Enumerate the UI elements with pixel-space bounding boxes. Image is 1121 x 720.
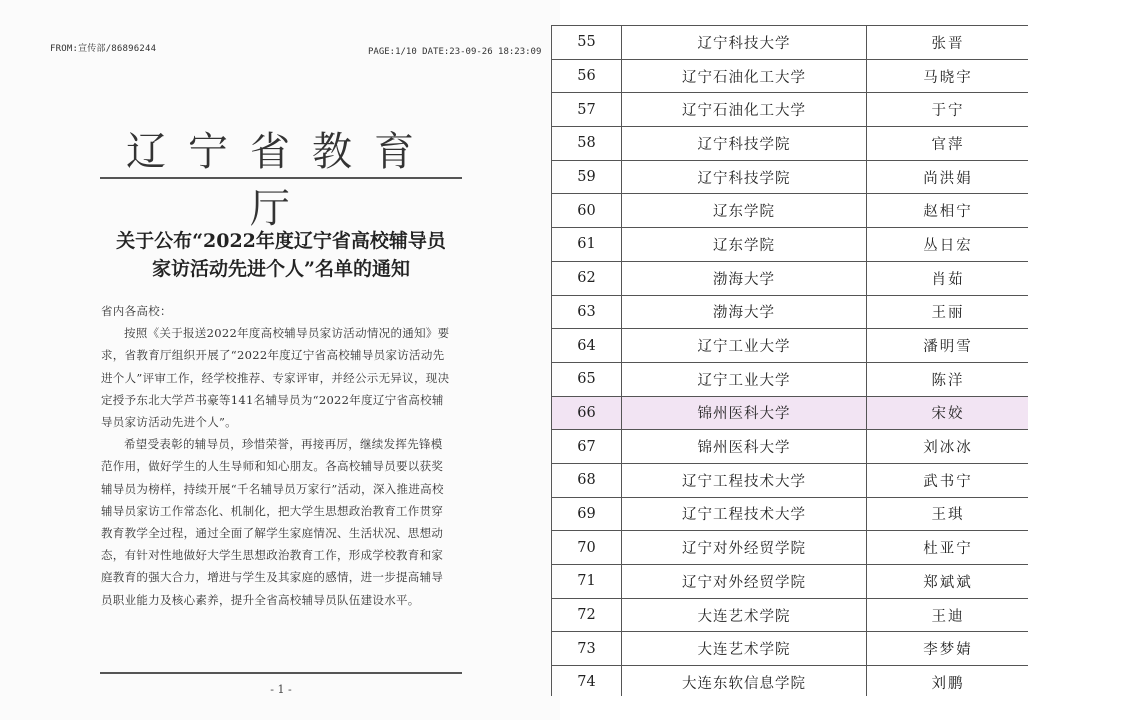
notice-title-line1: 关于公布“2022年度辽宁省高校辅导员: [116, 230, 446, 252]
row-number-cell: 74: [552, 666, 622, 696]
school-name-cell: 辽宁工业大学: [622, 362, 867, 396]
person-name-cell: 肖茹: [867, 261, 1029, 295]
table-row: [552, 26, 1029, 60]
person-name-cell: 于宁: [867, 93, 1029, 127]
salutation: 省内各高校：: [101, 304, 172, 318]
person-name-cell: 刘冰冰: [867, 430, 1029, 464]
table-row: [552, 598, 1029, 632]
fax-header-page: PAGE:1/10 DATE:23-09-26 18:23:09: [368, 47, 542, 57]
fax-header-from: FROM:宣传部/86896244: [50, 44, 157, 54]
notice-title-line2: 家访活动先进个人”名单的通知: [152, 258, 410, 280]
table-row: [552, 497, 1029, 531]
person-name-cell: 杜亚宁: [867, 531, 1029, 565]
school-name-cell: 辽宁石油化工大学: [622, 59, 867, 93]
school-name-cell: 辽东学院: [622, 228, 867, 262]
school-name-cell: 锦州医科大学: [622, 396, 867, 430]
row-number-cell: 63: [552, 295, 622, 329]
person-name-cell: 刘鹏: [867, 666, 1029, 696]
person-name-cell: 郑斌斌: [867, 565, 1029, 599]
table-row: [552, 59, 1029, 93]
person-name-cell: 官萍: [867, 127, 1029, 161]
school-name-cell: 辽宁科技学院: [622, 160, 867, 194]
person-name-cell: 李梦婧: [867, 632, 1029, 666]
school-name-cell: 锦州医科大学: [622, 430, 867, 464]
table-row: [552, 160, 1029, 194]
school-name-cell: 辽宁工程技术大学: [622, 463, 867, 497]
table-row: [552, 127, 1029, 161]
title-divider: [100, 177, 462, 179]
table-row: [552, 666, 1029, 696]
person-name-cell: 宋姣: [867, 396, 1029, 430]
table-row: [552, 228, 1029, 262]
row-number-cell: 69: [552, 497, 622, 531]
row-number-cell: 55: [552, 26, 622, 60]
row-number-cell: 73: [552, 632, 622, 666]
roster-table: [551, 25, 1028, 696]
row-number-cell: 65: [552, 362, 622, 396]
person-name-cell: 王琪: [867, 497, 1029, 531]
roster-table-body: [552, 26, 1029, 697]
school-name-cell: 辽宁对外经贸学院: [622, 531, 867, 565]
notice-title: [100, 227, 462, 283]
school-name-cell: 渤海大学: [622, 295, 867, 329]
school-name-cell: 辽宁科技学院: [622, 127, 867, 161]
row-number-cell: 70: [552, 531, 622, 565]
table-row: [552, 396, 1029, 430]
person-name-cell: 陈洋: [867, 362, 1029, 396]
person-name-cell: 武书宁: [867, 463, 1029, 497]
row-number-cell: 57: [552, 93, 622, 127]
school-name-cell: 大连东软信息学院: [622, 666, 867, 696]
row-number-cell: 64: [552, 329, 622, 363]
row-number-cell: 71: [552, 565, 622, 599]
school-name-cell: 辽宁科技大学: [622, 26, 867, 60]
table-row: [552, 463, 1029, 497]
row-number-cell: 60: [552, 194, 622, 228]
school-name-cell: 大连艺术学院: [622, 632, 867, 666]
table-row: [552, 93, 1029, 127]
row-number-cell: 61: [552, 228, 622, 262]
footer-divider: [100, 672, 462, 674]
school-name-cell: 大连艺术学院: [622, 598, 867, 632]
row-number-cell: 59: [552, 160, 622, 194]
row-number-cell: 67: [552, 430, 622, 464]
person-name-cell: 马晓宇: [867, 59, 1029, 93]
row-number-cell: 62: [552, 261, 622, 295]
person-name-cell: 潘明雪: [867, 329, 1029, 363]
school-name-cell: 辽宁对外经贸学院: [622, 565, 867, 599]
table-row: [552, 295, 1029, 329]
table-row: [552, 632, 1029, 666]
table-row: [552, 565, 1029, 599]
table-row: [552, 261, 1029, 295]
table-row: [552, 531, 1029, 565]
page-number: - 1 -: [270, 683, 292, 696]
notice-page: [0, 0, 560, 720]
person-name-cell: 王丽: [867, 295, 1029, 329]
table-row: [552, 430, 1029, 464]
row-number-cell: 58: [552, 127, 622, 161]
person-name-cell: 王迪: [867, 598, 1029, 632]
notice-body: [101, 300, 453, 611]
row-number-cell: 66: [552, 396, 622, 430]
school-name-cell: 辽宁石油化工大学: [622, 93, 867, 127]
org-title: 辽宁省教育厅: [126, 129, 436, 232]
school-name-cell: 辽东学院: [622, 194, 867, 228]
person-name-cell: 赵相宁: [867, 194, 1029, 228]
person-name-cell: 张晋: [867, 26, 1029, 60]
paragraph-1: 按照《关于报送2022年度高校辅导员家访活动情况的通知》要求，省教育厅组织开展了“2022年度辽宁省高校辅导员家访活动先进个人”评审工作，经学校推荐、专家评审，并经公示无异议，现决定授予东北大学芦书豪等141名辅导员为“2022年度辽宁省高校辅导员家访活动先进个人”。: [101, 326, 450, 430]
row-number-cell: 56: [552, 59, 622, 93]
table-row: [552, 362, 1029, 396]
person-name-cell: 尚洪娟: [867, 160, 1029, 194]
table-row: [552, 194, 1029, 228]
roster-page: [551, 25, 1028, 696]
row-number-cell: 68: [552, 463, 622, 497]
school-name-cell: 辽宁工程技术大学: [622, 497, 867, 531]
row-number-cell: 72: [552, 598, 622, 632]
table-row: [552, 329, 1029, 363]
person-name-cell: 丛日宏: [867, 228, 1029, 262]
paragraph-2: 希望受表彰的辅导员，珍惜荣誉，再接再厉，继续发挥先锋模范作用，做好学生的人生导师和知心朋友。各高校辅导员要以获奖辅导员为榜样，持续开展“千名辅导员万家行”活动，深入推进高校辅导员家访工作常态化、机制化，把大学生思想政治教育工作贯穿教育教学全过程，通过全面了解学生家庭情况、生活状况、思想动态，有针对性地做好大学生思想政治教育工作，形成学校教育和家庭教育的强大合力，增进与学生及其家庭的感情，进一步提高辅导员职业能力及核心素养，提升全省高校辅导员队伍建设水平。: [101, 437, 444, 607]
school-name-cell: 渤海大学: [622, 261, 867, 295]
school-name-cell: 辽宁工业大学: [622, 329, 867, 363]
